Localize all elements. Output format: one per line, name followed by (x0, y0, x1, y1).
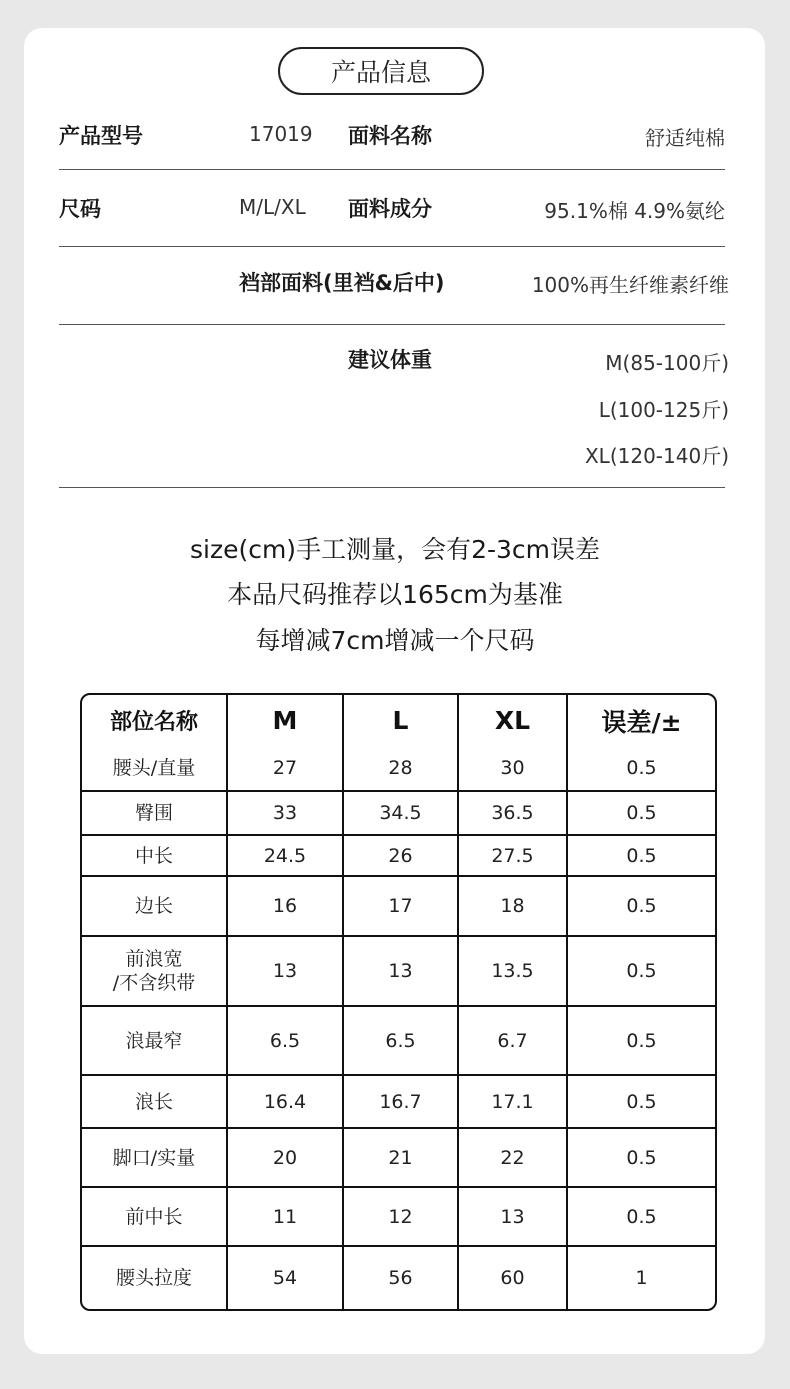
crotch-label: 裆部面料(里裆&后中) (239, 271, 445, 295)
value-cell: 0.5 (568, 792, 715, 836)
table-row (82, 1247, 715, 1309)
weight-m: M(85-100斤) (605, 351, 729, 375)
divider (59, 169, 725, 170)
part-name-cell: 腰头拉度 (82, 1247, 228, 1309)
header-cell: 误差/± (601, 707, 682, 737)
part-name-cell: 边长 (82, 877, 228, 937)
value-cell: 0.5 (568, 877, 715, 937)
table-row (82, 836, 715, 877)
part-name-cell: 浪长 (82, 1076, 228, 1129)
value-cell: 6.7 (459, 1007, 568, 1076)
value-cell: 0.5 (568, 1076, 715, 1129)
value-cell: 18 (459, 877, 568, 937)
size-label: 尺码 (59, 197, 101, 221)
value-cell: 60 (459, 1247, 568, 1309)
value-cell: 16.7 (344, 1076, 459, 1129)
section-title-badge (278, 47, 484, 95)
value-cell: 13 (459, 1188, 568, 1247)
value-cell: 13.5 (459, 937, 568, 1007)
value-cell: 11 (228, 1188, 344, 1247)
value-cell: 36.5 (459, 792, 568, 836)
value-cell: 12 (344, 1188, 459, 1247)
crotch-value: 100%再生纤维素纤维 (531, 273, 729, 297)
value-cell: 0.5 (568, 1188, 715, 1247)
value-cell: 13 (344, 937, 459, 1007)
value-cell: 13 (228, 937, 344, 1007)
fabric-name-value: 舒适纯棉 (645, 126, 725, 150)
value-cell: 0.5 (568, 1007, 715, 1076)
value-cell: 6.5 (344, 1007, 459, 1076)
table-row (82, 937, 715, 1007)
value-cell: 30 (459, 746, 568, 792)
value-cell: 16.4 (228, 1076, 344, 1129)
value-cell: 21 (344, 1129, 459, 1188)
part-name-cell: 前中长 (82, 1188, 228, 1247)
weight-xl: XL(120-140斤) (584, 444, 729, 468)
header-cell: 部位名称 (82, 695, 228, 746)
part-name-cell: 脚口/实量 (82, 1129, 228, 1188)
table-row (82, 877, 715, 937)
composition-label: 面料成分 (348, 197, 432, 221)
divider (59, 246, 725, 247)
note-line: size(cm)手工测量，会有2-3cm误差 (189, 535, 600, 564)
weight-label: 建议体重 (348, 348, 432, 372)
size-table (80, 693, 717, 1311)
table-row (82, 746, 715, 792)
header-cell: M (228, 695, 344, 746)
model-value: 17019 (249, 122, 313, 146)
section-title: 产品信息 (330, 58, 431, 87)
value-cell: 6.5 (228, 1007, 344, 1076)
header-cell: L (344, 695, 459, 746)
value-cell: 0.5 (568, 1129, 715, 1188)
divider (59, 487, 725, 488)
part-name-cell: 前浪宽 /不含织带 (82, 937, 228, 1007)
composition-value: 95.1%棉 4.9%氨纶 (544, 199, 725, 223)
value-cell: 27 (228, 746, 344, 792)
table-header-row (82, 695, 715, 746)
table-row (82, 1129, 715, 1188)
value-cell: 17.1 (459, 1076, 568, 1129)
note-line: 本品尺码推荐以165cm为基准 (227, 580, 563, 609)
value-cell: 24.5 (228, 836, 344, 877)
part-name-cell: 中长 (82, 836, 228, 877)
value-cell: 22 (459, 1129, 568, 1188)
value-cell: 0.5 (568, 937, 715, 1007)
value-cell: 26 (344, 836, 459, 877)
value-cell: 16 (228, 877, 344, 937)
value-cell: 20 (228, 1129, 344, 1188)
value-cell: 0.5 (568, 746, 715, 792)
value-cell: 28 (344, 746, 459, 792)
value-cell: 0.5 (568, 836, 715, 877)
model-label: 产品型号 (59, 124, 143, 148)
value-cell: 54 (228, 1247, 344, 1309)
fabric-name-label: 面料名称 (348, 124, 432, 148)
header-cell: XL (459, 695, 568, 746)
table-row (82, 1007, 715, 1076)
value-cell: 1 (635, 1267, 648, 1289)
value-cell: 27.5 (459, 836, 568, 877)
divider (59, 324, 725, 325)
value-cell: 34.5 (344, 792, 459, 836)
part-name-cell: 臀围 (82, 792, 228, 836)
value-cell: 33 (228, 792, 344, 836)
part-name-cell: 浪最窄 (82, 1007, 228, 1076)
table-row (82, 792, 715, 836)
weight-l: L(100-125斤) (598, 398, 729, 422)
value-cell: 56 (344, 1247, 459, 1309)
table-row (82, 1188, 715, 1247)
table-row (82, 1076, 715, 1129)
part-name-cell: 腰头/直量 (82, 746, 228, 792)
note-line: 每增减7cm增减一个尺码 (255, 626, 535, 655)
value-cell: 17 (344, 877, 459, 937)
size-value: M/L/XL (239, 195, 306, 219)
